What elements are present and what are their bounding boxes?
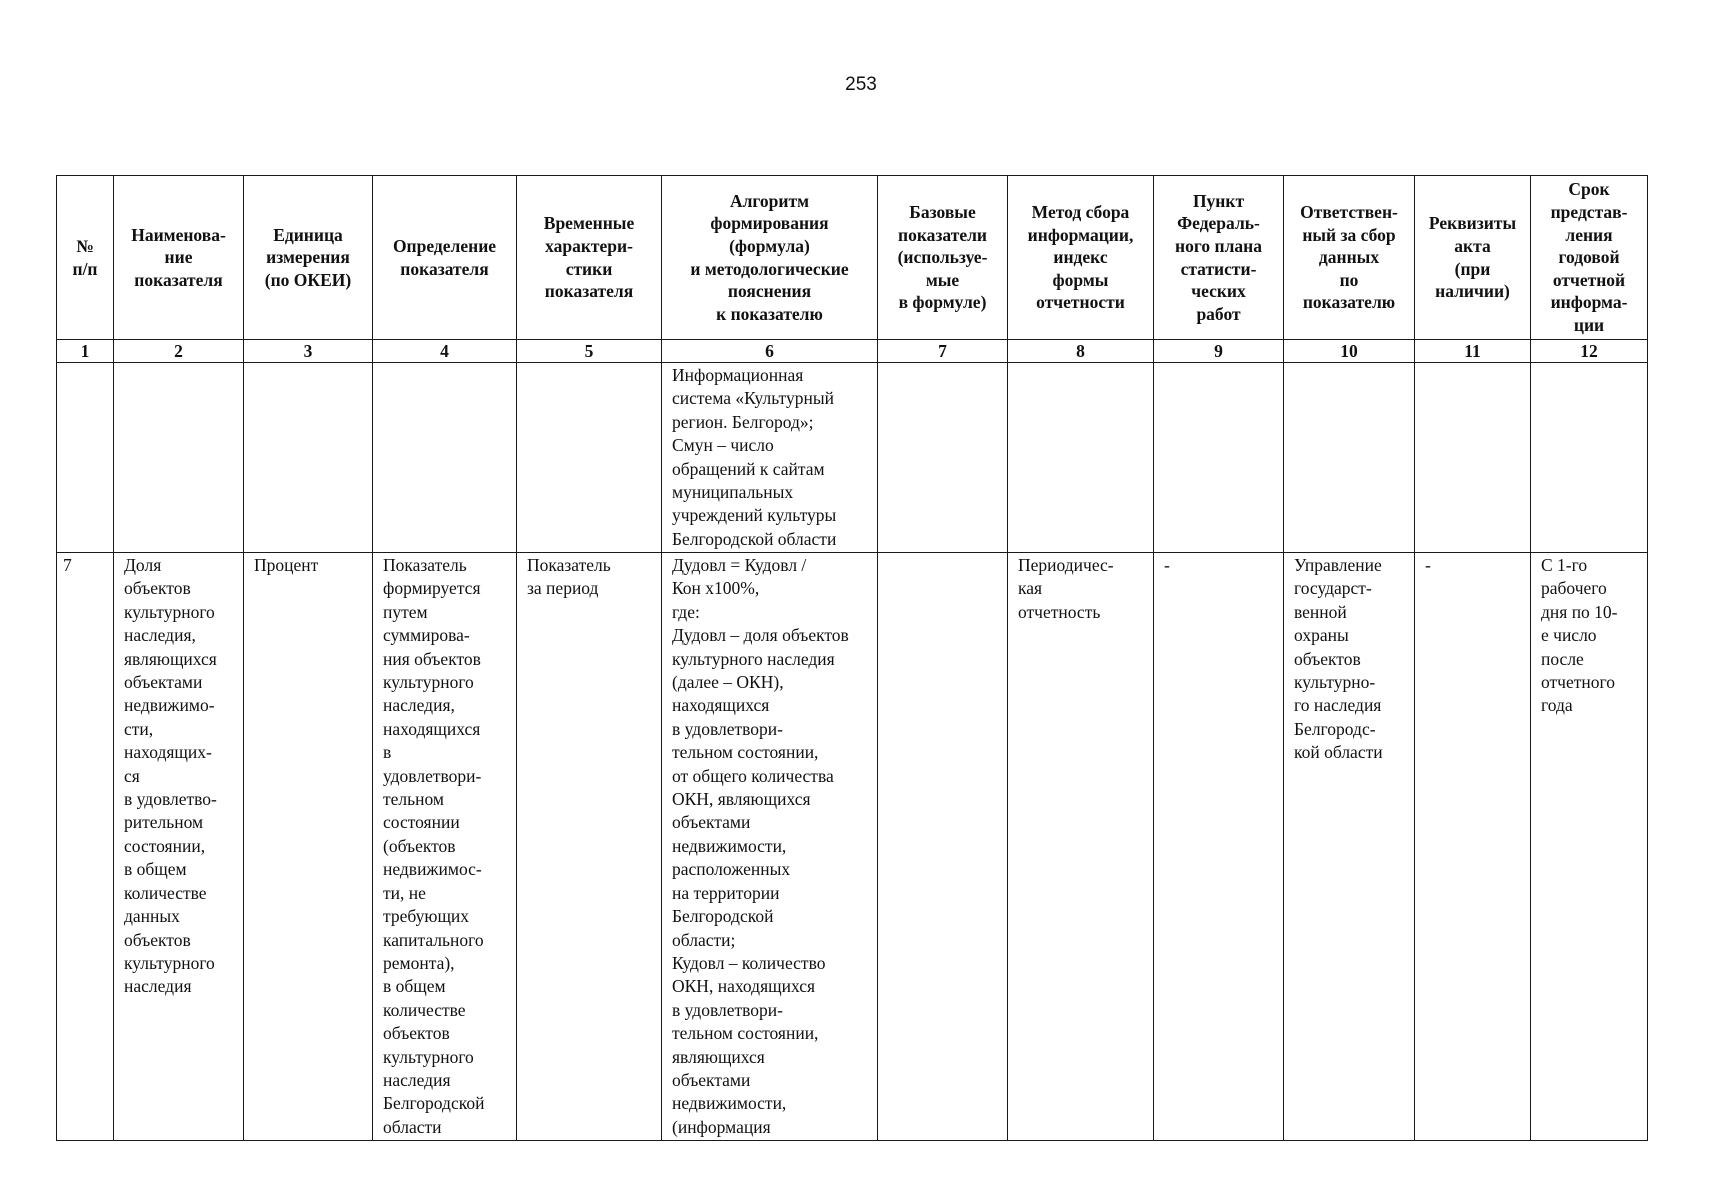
col-header-act: Реквизиты акта (при наличии) xyxy=(1415,176,1531,340)
table-cell: Показатель формируется путем суммирова- ния объектов культурного наследия, находящихся в удовлетвори- тельном состоянии (объектов недвижимос- ти, не требующих капитального ремонта), в общем количестве объектов культурного наследия Белгородской области xyxy=(373,553,517,1141)
table-cell xyxy=(1008,363,1154,553)
column-number: 2 xyxy=(114,340,244,363)
header-row xyxy=(57,176,1648,340)
column-number: 3 xyxy=(244,340,373,363)
col-header-deadline: Срок представ- ления годовой отчетной информа- ции xyxy=(1531,176,1648,340)
table-cell xyxy=(517,363,662,553)
table-cell xyxy=(878,363,1008,553)
column-number: 4 xyxy=(373,340,517,363)
column-number-row xyxy=(57,340,1648,363)
column-number: 10 xyxy=(1284,340,1415,363)
table-cell: Информационная система «Культурный регион. Белгород»; Смун – число обращений к сайтам муниципальных учреждений культуры Белгородской области xyxy=(662,363,878,553)
table-cell: Процент xyxy=(244,553,373,1141)
table-cell: Показатель за период xyxy=(517,553,662,1141)
table-cell xyxy=(244,363,373,553)
col-header-algorithm: Алгоритм формирования (формула) и методологические пояснения к показателю xyxy=(662,176,878,340)
col-header-definition: Определение показателя xyxy=(373,176,517,340)
table-cell xyxy=(114,363,244,553)
col-header-time: Временные характери- стики показателя xyxy=(517,176,662,340)
table-cell xyxy=(878,553,1008,1141)
column-number: 12 xyxy=(1531,340,1648,363)
table-cell: 7 xyxy=(57,553,114,1141)
indicator-table xyxy=(56,175,1648,1141)
table-cell: - xyxy=(1415,553,1531,1141)
table-cell xyxy=(1415,363,1531,553)
table-cell: С 1-го рабочего дня по 10- е число после отчетного года xyxy=(1531,553,1648,1141)
col-header-responsible: Ответствен- ный за сбор данных по показателю xyxy=(1284,176,1415,340)
column-number: 7 xyxy=(878,340,1008,363)
col-header-plan-item: Пункт Федераль- ного плана статисти- ческих работ xyxy=(1154,176,1284,340)
table-cell: Дудовл = Кудовл / Кон х100%, где: Дудовл – доля объектов культурного наследия (далее – ОКН), находящихся в удовлетвори- тельном состоянии, от общего количества ОКН, являющихся объектами недвижимости, расположенных на территории Белгородской области; Кудовл – количество ОКН, находящихся в удовлетвори- тельном состоянии, являющихся объектами недвижимости, (информация xyxy=(662,553,878,1141)
table-cell xyxy=(1531,363,1648,553)
column-number: 8 xyxy=(1008,340,1154,363)
table-cell xyxy=(57,363,114,553)
table-cell: Доля объектов культурного наследия, являющихся объектами недвижимо- сти, находящих- ся в удовлетво- рительном состоянии, в общем количестве данных объектов культурного наследия xyxy=(114,553,244,1141)
table-row xyxy=(57,553,1648,1141)
col-header-unit: Единица измерения (по ОКЕИ) xyxy=(244,176,373,340)
table-cell: Периодичес- кая отчетность xyxy=(1008,553,1154,1141)
table-cell: Управление государст- венной охраны объектов культурно- го наследия Белгородс- кой области xyxy=(1284,553,1415,1141)
col-header-name: Наименова- ние показателя xyxy=(114,176,244,340)
table-cell xyxy=(373,363,517,553)
column-number: 5 xyxy=(517,340,662,363)
column-number: 6 xyxy=(662,340,878,363)
table-cell xyxy=(1284,363,1415,553)
column-number: 9 xyxy=(1154,340,1284,363)
col-header-number: № п/п xyxy=(57,176,114,340)
col-header-base: Базовые показатели (используе- мые в формуле) xyxy=(878,176,1008,340)
table-cell xyxy=(1154,363,1284,553)
page-number: 253 xyxy=(845,74,877,95)
column-number: 1 xyxy=(57,340,114,363)
table-row xyxy=(57,363,1648,553)
table-cell: - xyxy=(1154,553,1284,1141)
column-number: 11 xyxy=(1415,340,1531,363)
col-header-method: Метод сбора информации, индекс формы отчетности xyxy=(1008,176,1154,340)
